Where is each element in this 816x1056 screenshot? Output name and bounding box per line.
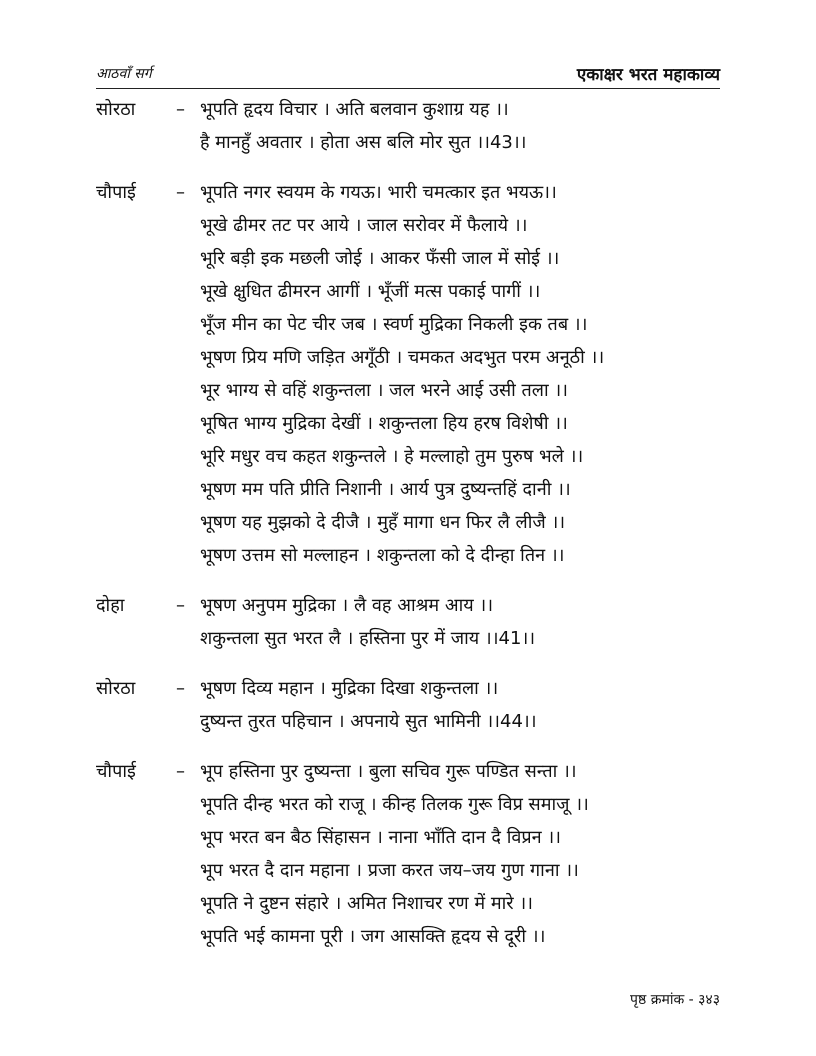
verse-line: भूँज मीन का पेट चीर जब । स्वर्ण मुद्रिका निकली इक तब ।। bbox=[200, 314, 588, 335]
stanza-meter-label: चौपाई bbox=[96, 182, 136, 203]
verse-line: है मानहुँ अवतार । होता अस बलि मोर सुत ।।43।। bbox=[200, 132, 527, 153]
stanza-meter-label: सोरठा bbox=[96, 99, 136, 120]
stanza-lines bbox=[200, 755, 724, 953]
header-divider bbox=[96, 88, 720, 89]
stanza bbox=[96, 589, 724, 655]
stanza-dash: – bbox=[176, 99, 185, 120]
verse-line: भूपति दीन्ह भरत को राजू । कीन्ह तिलक गुरू विप्र समाजू ।। bbox=[200, 794, 589, 815]
verse-line: भूपति नगर स्वयम के गयऊ। भारी चमत्कार इत भयऊ।। bbox=[200, 182, 557, 203]
verse-line: भूषित भाग्य मुद्रिका देखीं । शकुन्तला हिय हरष विशेषी ।। bbox=[200, 413, 568, 434]
verse-line: भूपति भई कामना पूरी । जग आसक्ति हृदय से दूरी ।। bbox=[200, 926, 546, 947]
verse-line: भूपति ने दुष्टन संहारे । अमित निशाचर रण में मारे ।। bbox=[200, 893, 533, 914]
stanza bbox=[96, 176, 724, 572]
stanza-lines bbox=[200, 589, 724, 655]
verse-line: भूप भरत दै दान महाना । प्रजा करत जय–जय गुण गाना ।। bbox=[200, 860, 579, 881]
verse-line: भूरि मधुर वच कहत शकुन्तले । हे मल्लाहो तुम पुरुष भले ।। bbox=[200, 446, 584, 467]
verse-line: भूषण अनुपम मुद्रिका । लै वह आश्रम आय ।। bbox=[200, 595, 494, 616]
verse-line: भूषण मम पति प्रीति निशानी । आर्य पुत्र दुष्यन्तहिं दानी ।। bbox=[200, 479, 571, 500]
verse-line: भूषण यह मुझको दे दीजै । मुहँ मागा धन फिर लै लीजै ।। bbox=[200, 512, 566, 533]
stanza-dash: – bbox=[176, 595, 185, 616]
chapter-header: आठवाँ सर्ग bbox=[96, 66, 152, 82]
verse-line: भूखे ढीमर तट पर आये । जाल सरोवर में फैलाये ।। bbox=[200, 215, 528, 236]
stanza-meter-label: दोहा bbox=[96, 595, 125, 616]
verse-line: भूखे क्षुधित ढीमरन आगीं । भूँजीं मत्स पकाई पागीं ।। bbox=[200, 281, 541, 302]
stanza-lines bbox=[200, 672, 724, 738]
stanza-lines bbox=[200, 176, 724, 572]
stanza bbox=[96, 755, 724, 953]
stanza-meter-label: चौपाई bbox=[96, 761, 136, 782]
stanza-dash: – bbox=[176, 182, 185, 203]
verse-line: भूरि बड़ी इक मछली जोई । आकर फँसी जाल में सोई ।। bbox=[200, 248, 560, 269]
verse-line: भूषण दिव्य महान । मुद्रिका दिखा शकुन्तला ।। bbox=[200, 678, 499, 699]
verse-line: भूपति हृदय विचार । अति बलवान कुशाग्र यह ।। bbox=[200, 99, 509, 120]
stanza-meter-label: सोरठा bbox=[96, 678, 136, 699]
verse-line: भूप भरत बन बैठ सिंहासन । नाना भाँति दान दै विप्रन ।। bbox=[200, 827, 561, 848]
stanza bbox=[96, 93, 724, 159]
verse-line: शकुन्तला सुत भरत लै । हस्तिना पुर में जाय ।।41।। bbox=[200, 628, 536, 649]
verse-line: भूप हस्तिना पुर दुष्यन्ता । बुला सचिव गुरू पण्डित सन्ता ।। bbox=[200, 761, 577, 782]
page-content bbox=[96, 93, 724, 970]
stanza-lines bbox=[200, 93, 724, 159]
stanza-dash: – bbox=[176, 761, 185, 782]
verse-line: भूषण उत्तम सो मल्लाहन । शकुन्तला को दे दीन्हा तिन ।। bbox=[200, 545, 565, 566]
verse-line: भूषण प्रिय मणि जड़ित अगूँठी । चमकत अदभुत परम अनूठी ।। bbox=[200, 347, 605, 368]
page-number: पृष्ठ क्रमांक - ३४३ bbox=[630, 992, 720, 1008]
stanza-dash: – bbox=[176, 678, 185, 699]
verse-line: दुष्यन्त तुरत पहिचान । अपनाये सुत भामिनी ।।44।। bbox=[200, 711, 537, 732]
book-title-header: एकाक्षर भरत महाकाव्य bbox=[576, 65, 720, 85]
verse-line: भूर भाग्य से वहिं शकुन्तला । जल भरने आई उसी तला ।। bbox=[200, 380, 568, 401]
stanza bbox=[96, 672, 724, 738]
